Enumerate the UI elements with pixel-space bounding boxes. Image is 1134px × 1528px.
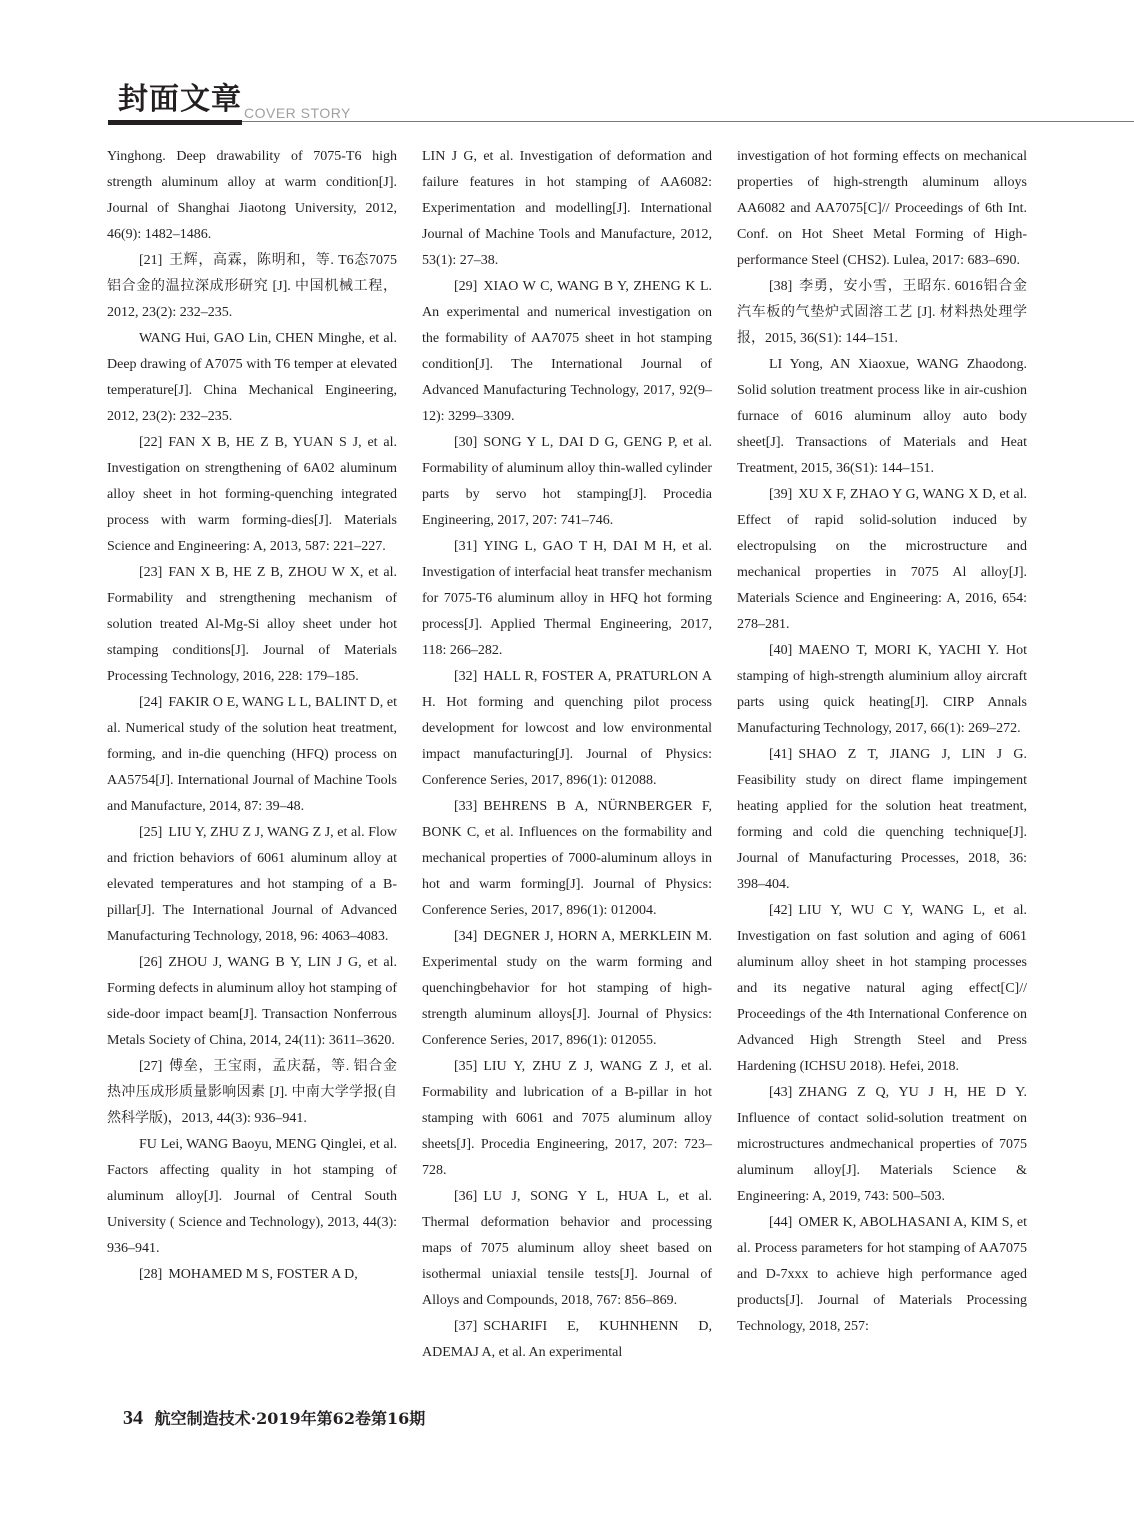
reference-text: Yinghong. Deep drawability of 7075-T6 high strength aluminum alloy at warm condition[J]. Journal of Shanghai Jiaotong University, 2012, 46(9): 1482–1486. <box>107 149 397 242</box>
reference-text: OMER K, ABOLHASANI A, KIM S, et al. Process parameters for hot stamping of AA7075 and D-7xxx to achieve high performance aged products[J]. Journal of Materials Processing Technology, 2018, 257: <box>737 1215 1027 1334</box>
reference-entry <box>107 144 397 248</box>
reference-entry <box>107 1054 397 1132</box>
reference-text: SCHARIFI E, KUHNHENN D, ADEMAJ A, et al. An experimental <box>422 1319 712 1360</box>
reference-text: investigation of hot forming effects on mechanical properties of high-strength aluminum alloys AA6082 and AA7075[C]// Proceedings of 6th Int. Conf. on Hot Sheet Metal Forming of High-performance Steel (CHS2). Lulea, 2017: 683–690. <box>737 149 1027 268</box>
reference-number: [35] <box>454 1059 478 1074</box>
reference-entry <box>107 690 397 820</box>
reference-text: SHAO Z T, JIANG J, LIN J G. Feasibility study on direct flame impingement heating applied for the solution heat treatment, forming and cold die quenching technique[J]. Journal of Manufacturing Processes, 2018, 36: 398–404. <box>737 747 1027 892</box>
reference-entry <box>422 794 712 924</box>
reference-entry <box>107 1132 397 1262</box>
header-accent-bar <box>108 120 242 125</box>
reference-text: FU Lei, WANG Baoyu, MENG Qinglei, et al. Factors affecting quality in hot stamping of aluminum alloy[J]. Journal of Central South University ( Science and Technology), 2013, 44(3): 936–941. <box>107 1137 397 1256</box>
reference-entry <box>737 482 1027 638</box>
section-subtitle: COVER STORY <box>244 105 351 121</box>
reference-text: ZHOU J, WANG B Y, LIN J G, et al. Forming defects in aluminum alloy hot stamping of side-door impact beam[J]. Transaction Nonferrous Metals Society of China, 2014, 24(11): 3611–3620. <box>107 955 397 1048</box>
reference-number: [25] <box>139 825 163 840</box>
page-number: 34 <box>123 1407 143 1429</box>
reference-text: BEHRENS B A, NÜRNBERGER F, BONK C, et al. Influences on the formability and mechanical properties of 7000-aluminum alloys in hot and warm forming[J]. Journal of Physics: Conference Series, 2017, 896(1): 012004. <box>422 799 712 918</box>
reference-entry <box>737 638 1027 742</box>
reference-number: [36] <box>454 1189 478 1204</box>
reference-number: [44] <box>769 1215 793 1230</box>
reference-entry <box>422 274 712 430</box>
header-rule <box>242 121 1134 122</box>
reference-text: HALL R, FOSTER A, PRATURLON A H. Hot forming and quenching pilot process development for lowcost and low environmental impact manufacturing[J]. Journal of Physics: Conference Series, 2017, 896(1): 012088. <box>422 669 712 788</box>
reference-entry <box>107 248 397 326</box>
reference-entry <box>737 1080 1027 1210</box>
reference-number: [21] <box>139 253 163 268</box>
reference-text: XU X F, ZHAO Y G, WANG X D, et al. Effect of rapid solid-solution induced by electropulsing on the microstructure and mechanical properties in 7075 Al alloy[J]. Materials Science and Engineering: A, 2016, 654: 278–281. <box>737 487 1027 632</box>
reference-entry <box>107 430 397 560</box>
reference-text: LIU Y, WU C Y, WANG L, et al. Investigation on fast solution and aging of 6061 aluminum alloy sheet in hot stamping processes and its negative natural aging effect[C]// Proceedings of the 4th International Conference on Advanced High Strength Steel and Press Hardening (ICHSU 2018). Hefei, 2018. <box>737 903 1027 1074</box>
reference-number: [34] <box>454 929 478 944</box>
reference-text: 傅垒，王宝雨，孟庆磊，等. 铝合金热冲压成形质量影响因素 [J]. 中南大学学报(自然科学版)，2013, 44(3): 936–941. <box>107 1059 397 1126</box>
reference-entry <box>107 820 397 950</box>
reference-text: LIU Y, ZHU Z J, WANG Z J, et al. Formability and lubrication of a B-pillar in hot stamping with 6061 and 7075 aluminum alloy sheets[J]. Procedia Engineering, 2017, 207: 723–728. <box>422 1059 712 1178</box>
reference-entry <box>107 950 397 1054</box>
reference-text: MOHAMED M S, FOSTER A D, <box>168 1267 358 1282</box>
reference-number: [38] <box>769 279 793 294</box>
reference-number: [22] <box>139 435 163 450</box>
reference-entry <box>737 742 1027 898</box>
reference-text: FAKIR O E, WANG L L, BALINT D, et al. Numerical study of the solution heat treatment, forming, and in-die quenching (HFQ) process on AA5754[J]. International Journal of Machine Tools and Manufacture, 2014, 87: 39–48. <box>107 695 397 814</box>
reference-number: [31] <box>454 539 478 554</box>
reference-text: ZHANG Z Q, YU J H, HE D Y. Influence of contact solid-solution treatment on microstructures andmechanical properties of 7075 aluminum alloy[J]. Materials Science & Engineering: A, 2019, 743: 500–503. <box>737 1085 1027 1204</box>
reference-entry <box>737 1210 1027 1340</box>
page-footer <box>123 1406 425 1431</box>
reference-text: MAENO T, MORI K, YACHI Y. Hot stamping of high-strength aluminium alloy aircraft parts using quick heating[J]. CIRP Annals Manufacturing Technology, 2017, 66(1): 269–272. <box>737 643 1027 736</box>
reference-text: 王辉，高霖，陈明和，等. T6态7075铝合金的温拉深成形研究 [J]. 中国机械工程，2012, 23(2): 232–235. <box>107 253 397 320</box>
reference-number: [33] <box>454 799 478 814</box>
reference-text: YING L, GAO T H, DAI M H, et al. Investigation of interfacial heat transfer mechanism for 7075-T6 aluminum alloy in HFQ hot forming process[J]. Applied Thermal Engineering, 2017, 118: 266–282. <box>422 539 712 658</box>
reference-text: FAN X B, HE Z B, ZHOU W X, et al. Formability and strengthening mechanism of solution treated Al-Mg-Si alloy sheet under hot stamping conditions[J]. Journal of Materials Processing Technology, 2016, 228: 179–185. <box>107 565 397 684</box>
reference-text: LI Yong, AN Xiaoxue, WANG Zhaodong. Solid solution treatment process like in air-cushion furnace of 6016 aluminum alloy auto body sheet[J]. Transactions of Materials and Heat Treatment, 2015, 36(S1): 144–151. <box>737 357 1027 476</box>
reference-text: LIN J G, et al. Investigation of deformation and failure features in hot stamping of AA6082: Experimentation and modelling[J]. International Journal of Machine Tools and Manufacture, 2012, 53(1): 27–38. <box>422 149 712 268</box>
reference-entry <box>422 1314 712 1366</box>
reference-text: LU J, SONG Y L, HUA L, et al. Thermal deformation behavior and processing maps of 7075 aluminum alloy sheet based on isothermal uniaxial tensile tests[J]. Journal of Alloys and Compounds, 2018, 767: 856–869. <box>422 1189 712 1308</box>
reference-number: [27] <box>139 1059 163 1074</box>
reference-number: [26] <box>139 955 163 970</box>
reference-number: [43] <box>769 1085 793 1100</box>
reference-entry <box>422 1184 712 1314</box>
reference-text: DEGNER J, HORN A, MERKLEIN M. Experimental study on the warm forming and quenchingbehavior for hot stamping of high-strength aluminum alloys[J]. Journal of Physics: Conference Series, 2017, 896(1): 012055. <box>422 929 712 1048</box>
reference-number: [32] <box>454 669 478 684</box>
reference-number: [23] <box>139 565 163 580</box>
reference-text: 李勇，安小雪，王昭东. 6016铝合金汽车板的气垫炉式固溶工艺 [J]. 材料热处理学报，2015, 36(S1): 144–151. <box>737 279 1027 346</box>
reference-entry <box>422 534 712 664</box>
reference-number: [24] <box>139 695 163 710</box>
reference-column-2 <box>422 144 712 1366</box>
reference-entry <box>107 1262 397 1288</box>
reference-column-3 <box>737 144 1027 1340</box>
reference-entry <box>422 924 712 1054</box>
journal-issue: 航空制造技术·2019年第62卷第16期 <box>154 1409 426 1428</box>
page-header <box>0 0 1134 130</box>
reference-number: [30] <box>454 435 478 450</box>
reference-entry <box>107 560 397 690</box>
section-title: 封面文章 <box>118 82 242 117</box>
reference-entry <box>422 664 712 794</box>
reference-number: [28] <box>139 1267 163 1282</box>
reference-number: [29] <box>454 279 478 294</box>
reference-number: [40] <box>769 643 793 658</box>
reference-text: XIAO W C, WANG B Y, ZHENG K L. An experimental and numerical investigation on the formability of AA7075 sheet in hot stamping condition[J]. The International Journal of Advanced Manufacturing Technology, 2017, 92(9–12): 3299–3309. <box>422 279 712 424</box>
reference-number: [42] <box>769 903 793 918</box>
reference-text: SONG Y L, DAI D G, GENG P, et al. Formability of aluminum alloy thin-walled cylinder parts by servo hot stamping[J]. Procedia Engineering, 2017, 207: 741–746. <box>422 435 712 528</box>
reference-number: [37] <box>454 1319 478 1334</box>
reference-entry <box>737 898 1027 1080</box>
reference-number: [41] <box>769 747 793 762</box>
reference-text: FAN X B, HE Z B, YUAN S J, et al. Investigation on strengthening of 6A02 aluminum alloy sheet in hot forming-quenching integrated process with warm forming-dies[J]. Materials Science and Engineering: A, 2013, 587: 221–227. <box>107 435 397 554</box>
reference-text: LIU Y, ZHU Z J, WANG Z J, et al. Flow and friction behaviors of 6061 aluminum alloy at elevated temperatures and hot stamping of a B-pillar[J]. The International Journal of Advanced Manufacturing Technology, 2018, 96: 4063–4083. <box>107 825 397 944</box>
reference-text: WANG Hui, GAO Lin, CHEN Minghe, et al. Deep drawing of A7075 with T6 temper at elevated temperature[J]. China Mechanical Engineering, 2012, 23(2): 232–235. <box>107 331 397 424</box>
reference-entry <box>422 1054 712 1184</box>
reference-number: [39] <box>769 487 793 502</box>
reference-entry <box>422 144 712 274</box>
reference-entry <box>422 430 712 534</box>
reference-column-1 <box>107 144 397 1288</box>
reference-entry <box>107 326 397 430</box>
reference-entry <box>737 352 1027 482</box>
reference-entry <box>737 274 1027 352</box>
reference-entry <box>737 144 1027 274</box>
